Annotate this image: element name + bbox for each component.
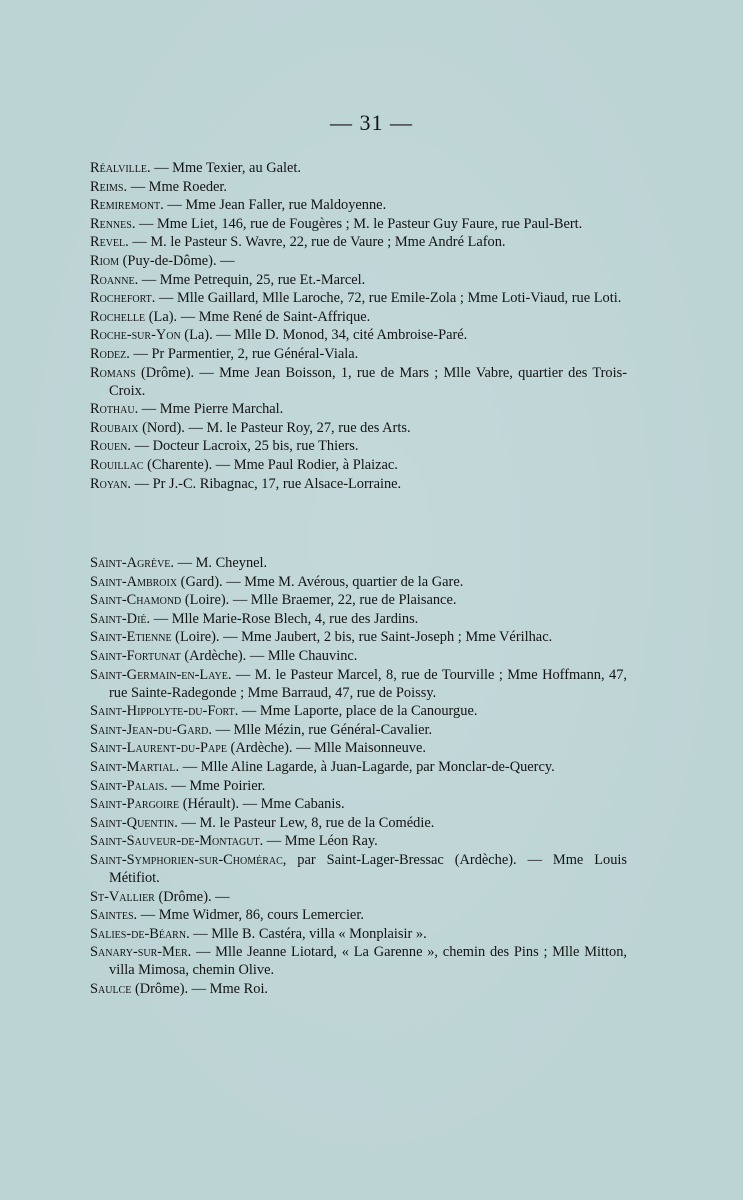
entry-contact-details: — Mme Laporte, place de la Canourgue. — [238, 703, 478, 720]
directory-entry — [90, 252, 627, 270]
entry-contact-details: (La). — Mme René de Saint-Affrique. — [145, 308, 371, 325]
directory-entry — [90, 437, 627, 455]
entry-contact-details: (Hérault). — Mme Cabanis. — [179, 796, 345, 813]
entry-contact-details: — M. le Pasteur Lew, 8, rue de la Comédie. — [177, 814, 435, 831]
entry-contact-details: (Nord). — M. le Pasteur Roy, 27, rue des Arts. — [138, 419, 411, 436]
entry-contact-details: — Mlle Marie-Rose Blech, 4, rue des Jardins. — [150, 610, 419, 627]
entry-contact-details: — Pr J.-C. Ribagnac, 17, rue Alsace-Lorraine. — [130, 475, 402, 492]
entry-place-name: Rennes. — [90, 215, 136, 232]
entry-contact-details: — Docteur Lacroix, 25 bis, rue Thiers. — [130, 438, 359, 455]
entry-contact-details: — Mlle Gaillard, Mlle Laroche, 72, rue Emile-Zola ; Mme Loti-Viaud, rue Loti. — [155, 290, 622, 307]
entry-place-name: Saint-Symphorien-sur-Chomérac, — [90, 851, 287, 868]
directory-entry — [90, 739, 627, 757]
entry-place-name: Salies-de-Béarn. — [90, 925, 190, 942]
entry-contact-details: (Charente). — Mme Paul Rodier, à Plaizac. — [143, 456, 398, 473]
entry-contact-details: (Loire). — Mme Jaubert, 2 bis, rue Saint-Joseph ; Mme Vérilhac. — [171, 629, 553, 646]
directory-entry — [90, 159, 627, 177]
directory-entry — [90, 289, 627, 307]
directory-entry — [90, 795, 627, 813]
directory-entry — [90, 215, 627, 233]
directory-entry — [90, 456, 627, 474]
entry-contact-details: — Pr Parmentier, 2, rue Général-Viala. — [129, 345, 359, 362]
entry-contact-details: (Loire). — Mlle Braemer, 22, rue de Plaisance. — [181, 592, 457, 609]
directory-entry — [90, 364, 627, 400]
entry-contact-details: — Mme Widmer, 86, cours Lemercier. — [137, 907, 364, 924]
entry-place-name: Saint-Fortunat — [90, 647, 181, 664]
entry-place-name: Rochefort. — [90, 290, 156, 307]
directory-entry — [90, 308, 627, 326]
directory-entry — [90, 326, 627, 344]
directory-section-r — [90, 159, 627, 493]
entry-contact-details: — Mme Texier, au Galet. — [150, 160, 301, 176]
entry-place-name: Saintes. — [90, 907, 138, 924]
entry-contact-details: — Mlle Mézin, rue Général-Cavalier. — [211, 721, 433, 738]
entry-contact-details: — M. le Pasteur S. Wavre, 22, rue de Vaure ; Mme André Lafon. — [128, 234, 506, 251]
directory-entry — [90, 419, 627, 437]
entry-place-name: Saint-Sauveur-de-Montagut. — [90, 833, 264, 850]
entry-contact-details: — Mme Jean Faller, rue Maldoyenne. — [163, 197, 387, 214]
entry-place-name: Rouen. — [90, 438, 131, 455]
entry-place-name: Reims. — [90, 178, 128, 195]
directory-entry — [90, 814, 627, 832]
entry-place-name: Saulce — [90, 980, 132, 997]
entry-contact-details: — Mme Liet, 146, rue de Fougères ; M. le Pasteur Guy Faure, rue Paul-Bert. — [135, 215, 583, 232]
entry-contact-details: (Puy-de-Dôme). — — [119, 252, 235, 269]
entry-place-name: Réalville. — [90, 160, 151, 176]
directory-entry — [90, 271, 627, 289]
entry-place-name: Rodez. — [90, 345, 130, 362]
directory-entry — [90, 758, 627, 776]
entry-contact-details: — Mlle Jeanne Liotard, « La Garenne », chemin des Pins ; Mlle Mitton, villa Mimosa, chemin Olive. — [109, 944, 627, 979]
directory-entry — [90, 647, 627, 665]
entry-place-name: Rouillac — [90, 456, 144, 473]
entry-place-name: Remiremont. — [90, 197, 164, 214]
entry-contact-details: (Drôme). — Mme Jean Boisson, 1, rue de Mars ; Mlle Vabre, quartier des Trois-Croix. — [109, 364, 627, 399]
entry-contact-details: (Ardèche). — Mlle Maisonneuve. — [226, 740, 426, 757]
directory-entry — [90, 888, 627, 906]
directory-entry — [90, 554, 627, 572]
entry-contact-details: — Mme Petrequin, 25, rue Et.-Marcel. — [138, 271, 366, 288]
entry-place-name: Saint-Laurent-du-Pape — [90, 740, 227, 757]
entry-contact-details: par Saint-Lager-Bressac (Ardèche). — Mme Louis Métifiot. — [109, 851, 627, 886]
entry-place-name: Saint-Quentin. — [90, 814, 178, 831]
entry-place-name: Romans — [90, 364, 136, 381]
directory-entry — [90, 628, 627, 646]
entry-place-name: Saint-Martial. — [90, 758, 180, 775]
entry-place-name: Rothau. — [90, 401, 139, 418]
directory-entry — [90, 233, 627, 251]
entry-place-name: Roanne. — [90, 271, 139, 288]
directory-entry — [90, 400, 627, 418]
entry-contact-details: — Mlle B. Castéra, villa « Monplaisir ». — [189, 925, 427, 942]
entry-place-name: Saint-Ambroix — [90, 573, 178, 590]
entry-place-name: Riom — [90, 252, 120, 269]
directory-entry — [90, 573, 627, 591]
directory-entry — [90, 777, 627, 795]
directory-entry — [90, 702, 627, 720]
directory-entry — [90, 196, 627, 214]
directory-entry — [90, 591, 627, 609]
entry-contact-details: (Gard). — Mme M. Avérous, quartier de la Gare. — [177, 573, 464, 590]
directory-entry — [90, 851, 627, 887]
entry-place-name: Saint-Palais. — [90, 777, 168, 794]
entry-place-name: Saint-Hippolyte-du-Fort. — [90, 703, 239, 720]
entry-place-name: Saint-Agrève. — [90, 555, 174, 571]
directory-entry — [90, 721, 627, 739]
entry-place-name: Saint-Chamond — [90, 592, 182, 609]
directory-entry — [90, 925, 627, 943]
directory-entry — [90, 610, 627, 628]
entry-place-name: Revel. — [90, 234, 129, 251]
entry-place-name: Rochelle — [90, 308, 146, 325]
entry-contact-details: (Drôme). — Mme Roi. — [131, 980, 269, 997]
entry-place-name: Roche-sur-Yon — [90, 327, 181, 344]
entry-place-name: Roubaix — [90, 419, 139, 436]
directory-entry — [90, 178, 627, 196]
entry-contact-details: — Mme Pierre Marchal. — [138, 401, 284, 418]
entry-contact-details: — Mme Poirier. — [167, 777, 266, 794]
entry-contact-details: (Ardèche). — Mlle Chauvinc. — [180, 647, 358, 664]
directory-entry — [90, 832, 627, 850]
entry-contact-details: — M. Cheynel. — [174, 555, 268, 571]
entry-place-name: Saint-Etienne — [90, 629, 172, 646]
entry-contact-details: — Mme Léon Ray. — [263, 833, 378, 850]
directory-entry — [90, 475, 627, 493]
directory-entry — [90, 906, 627, 924]
entry-place-name: Sanary-sur-Mer. — [90, 944, 192, 961]
entry-contact-details: (La). — Mlle D. Monod, 34, cité Ambroise-Paré. — [180, 327, 468, 344]
entry-contact-details: — Mlle Aline Lagarde, à Juan-Lagarde, par Monclar-de-Quercy. — [179, 758, 555, 775]
entry-place-name: Saint-Dié. — [90, 610, 151, 627]
entry-place-name: Saint-Jean-du-Gard. — [90, 721, 212, 738]
entry-contact-details: (Drôme). — — [154, 888, 230, 905]
directory-section-s — [90, 554, 627, 998]
directory-entry — [90, 980, 627, 998]
entry-contact-details: — M. le Pasteur Marcel, 8, rue de Tourville ; Mme Hoffmann, 47, rue Sainte-Radegonde ; Mme Barraud, 47, rue de Poissy. — [109, 666, 627, 701]
directory-entry — [90, 943, 627, 979]
entry-contact-details: — Mme Roeder. — [127, 178, 228, 195]
page-number: — 31 — — [330, 110, 413, 135]
entry-place-name: St-Vallier — [90, 888, 155, 905]
entry-place-name: Royan. — [90, 475, 131, 492]
directory-entry — [90, 666, 627, 702]
directory-entry — [90, 345, 627, 363]
entry-place-name: Saint-Pargoire — [90, 796, 180, 813]
entry-place-name: Saint-Germain-en-Laye. — [90, 666, 232, 683]
